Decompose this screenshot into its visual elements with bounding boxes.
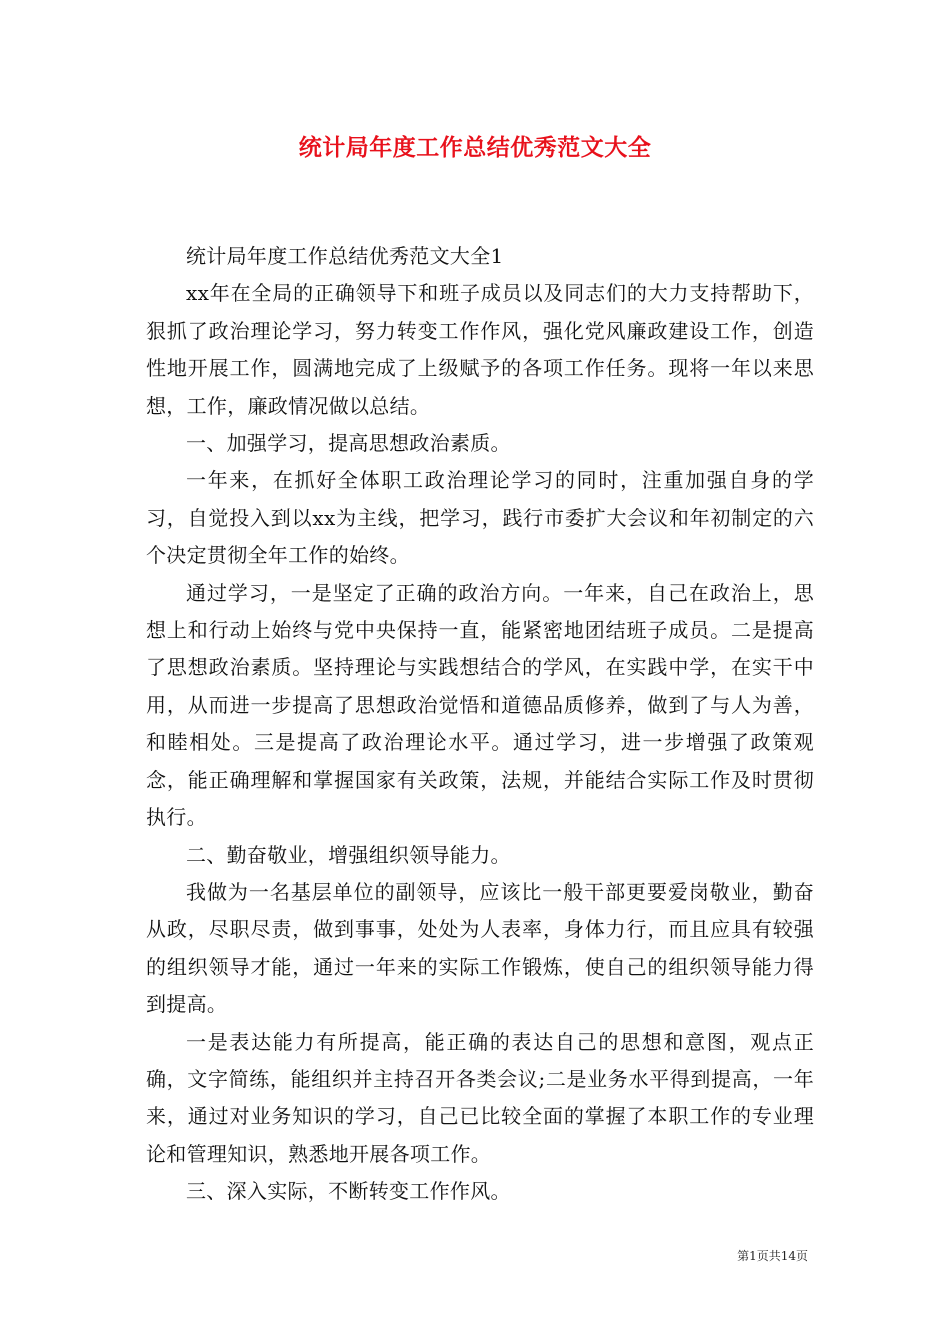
document-title: 统计局年度工作总结优秀范文大全 bbox=[298, 135, 652, 161]
paragraph: xx年在全局的正确领导下和班子成员以及同志们的大力支持帮助下，狠抓了政治理论学习，努力转变工作作风，强化党风廉政建设工作，创造性地开展工作，圆满地完成了上级赋予的各项工作任务。现将一年以来思想，工作，廉政情况做以总结。 bbox=[146, 281, 814, 418]
section-heading: 一、加强学习，提高思想政治素质。 bbox=[186, 431, 511, 456]
section-heading: 三、深入实际，不断转变工作作风。 bbox=[186, 1179, 511, 1204]
paragraph: 一是表达能力有所提高，能正确的表达自己的思想和意图，观点正确，文字简练，能组织并主持召开各类会议;二是业务水平得到提高，一年来，通过对业务知识的学习，自己已比较全面的掌握了本职工作的专业理论和管理知识，熟悉地开展各项工作。 bbox=[146, 1029, 814, 1166]
page-number: 第1页共14页 bbox=[737, 1249, 808, 1263]
document-body bbox=[146, 238, 814, 1211]
section-heading: 统计局年度工作总结优秀范文大全1 bbox=[186, 244, 504, 268]
section-heading: 二、勤奋敬业，增强组织领导能力。 bbox=[186, 842, 511, 867]
paragraph: 我做为一名基层单位的副领导，应该比一般干部更要爱岗敬业，勤奋从政，尽职尽责，做到事事，处处为人表率，身体力行，而且应具有较强的组织领导才能，通过一年来的实际工作锻炼，使自己的组织领导能力得到提高。 bbox=[146, 879, 814, 1017]
paragraph: 一年来，在抓好全体职工政治理论学习的同时，注重加强自身的学习，自觉投入到以xx为主线，把学习，践行市委扩大会议和年初制定的六个决定贯彻全年工作的始终。 bbox=[146, 468, 814, 568]
paragraph: 通过学习，一是坚定了正确的政治方向。一年来，自己在政治上，思想上和行动上始终与党中央保持一直，能紧密地团结班子成员。二是提高了思想政治素质。坚持理论与实践想结合的学风，在实践中学，在实干中用，从而进一步提高了思想政治觉悟和道德品质修养，做到了与人为善，和睦相处。三是提高了政治理论水平。通过学习，进一步增强了政策观念，能正确理解和掌握国家有关政策，法规，并能结合实际工作及时贯彻执行。 bbox=[146, 580, 814, 830]
